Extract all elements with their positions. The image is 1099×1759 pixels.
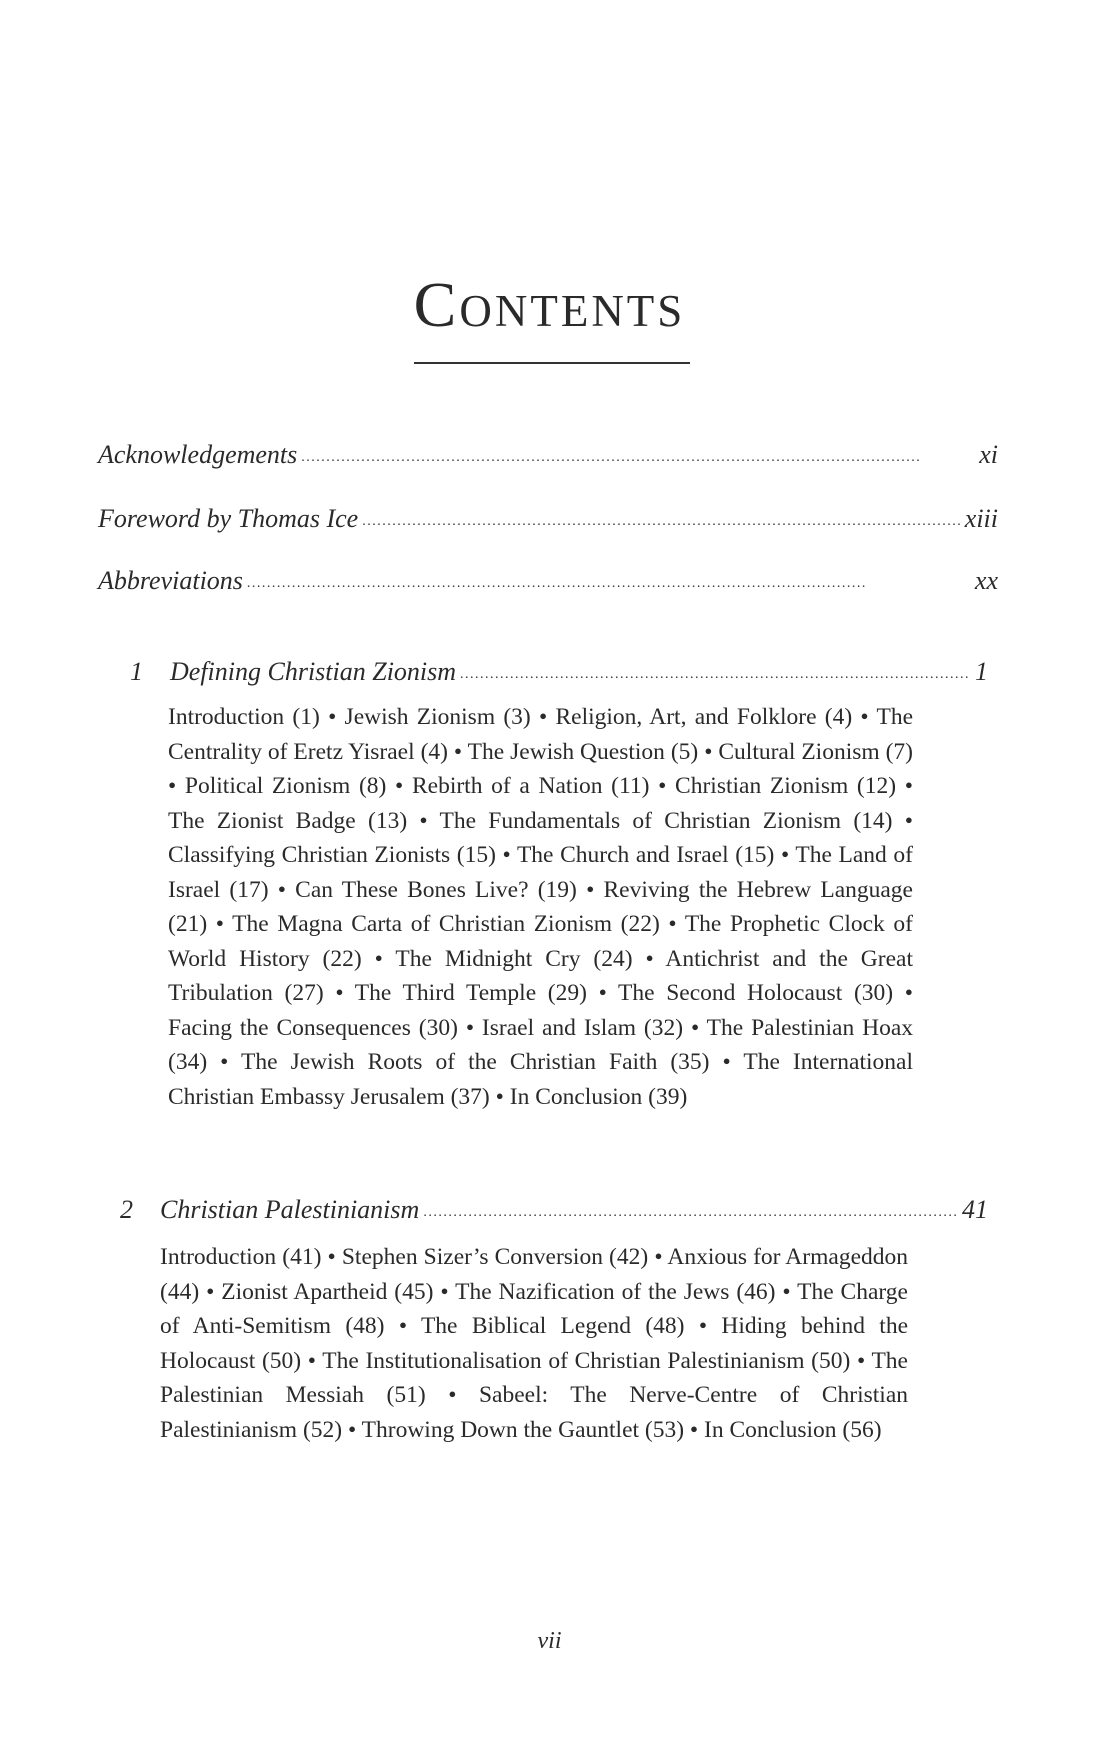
chapter-page: 41 [962,1195,988,1224]
toc-chapter-2[interactable] [120,1195,988,1225]
toc-entry-abbreviations[interactable] [98,566,998,596]
dot-leader [247,564,971,594]
chapter-number: 1 [130,657,143,686]
chapter-page: 1 [975,657,988,686]
toc-entry-label: Acknowledgements [98,440,298,469]
toc-entry-label: Abbreviations [98,566,243,595]
chapter-title: Christian Palestinianism [160,1195,420,1224]
dot-leader [301,438,975,468]
toc-entry-acknowledgements[interactable] [98,440,998,470]
dot-leader [423,1193,958,1223]
title-underline [414,362,690,364]
toc-entry-page: xiii [964,504,998,533]
dot-leader [460,655,971,685]
toc-entry-page: xi [979,440,998,469]
page-number: vii [537,1628,562,1654]
chapter-1-summary: Introduction (1) • Jewish Zionism (3) • Religion, Art, and Folklore (4) • The Centrality of Eretz Yisrael (4) • The Jewish Question (5) • Cultural Zionism (7) • Political Zionism (8) • Rebirth of a Nation (11) • Christian Zionism (12) • The Zionist Badge (13) • The Fundamentals of Christian Zionism (14) • Classifying Christian Zionists (15) • The Church and Israel (15) • The Land of Israel (17) • Can These Bones Live? (19) • Reviving the Hebrew Language (21) • The Magna Carta of Christian Zionism (22) • The Prophetic Clock of World History (22) • The Midnight Cry (24) • Antichrist and the Great Tribulation (27) • The Third Temple (29) • The Second Holocaust (30) • Facing the Consequences (30) • Israel and Islam (32) • The Palestinian Hoax (34) • The Jewish Roots of the Christian Faith (35) • The International Christian Embassy Jerusalem (37) • In Conclusion (39) [168,704,913,1110]
page-title: Contents [413,269,686,340]
dot-leader [362,502,961,532]
toc-entry-label: Foreword by Thomas Ice [98,504,359,533]
toc-entry-foreword[interactable] [98,504,998,534]
toc-entry-page: xx [974,566,998,595]
toc-chapter-1[interactable] [130,657,988,687]
chapter-2-summary: Introduction (41) • Stephen Sizer’s Conversion (42) • Anxious for Armageddon (44) • Zionist Apartheid (45) • The Nazification of the Jews (46) • The Charge of Anti-Semitism (48) • The Biblical Legend (48) • Hiding behind the Holocaust (50) • The Institutionalisation of Christian Palestinianism (50) • The Palestinian Messiah (51) • Sabeel: The Nerve-Centre of Christian Palestinianism (52) • Throwing Down the Gauntlet (53) • In Conclusion (56) [160,1244,908,1443]
chapter-title: Defining Christian Zionism [170,657,457,686]
chapter-number: 2 [120,1195,133,1224]
